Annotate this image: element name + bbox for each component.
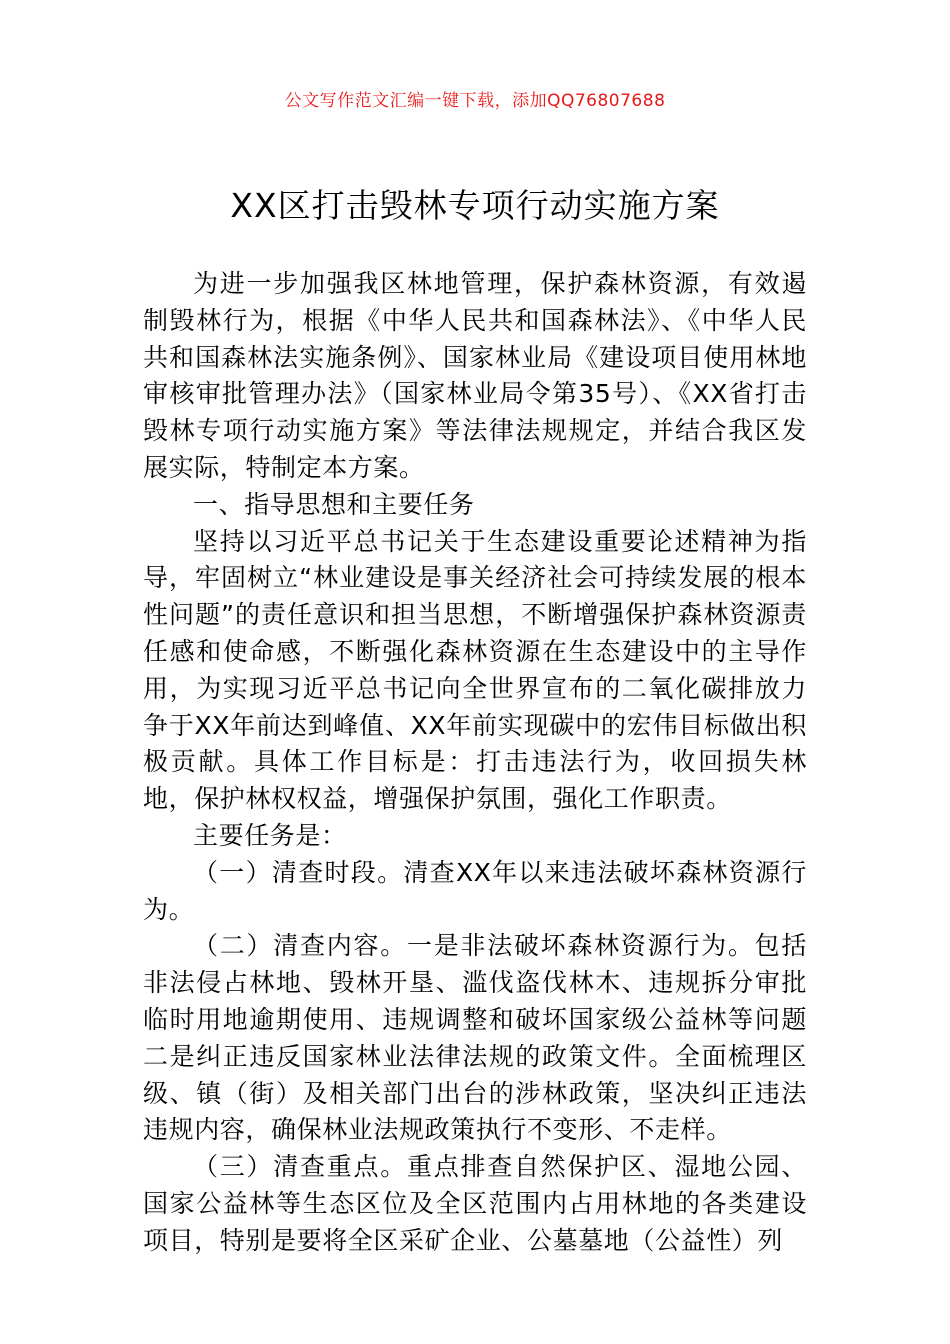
paragraph-main-tasks: 主要任务是： [193, 820, 347, 850]
section-heading-1: 一、指导思想和主要任务 [193, 489, 475, 519]
document-body [143, 266, 807, 1260]
header-note: 公文写作范文汇编一键下载，添加QQ76807688 [284, 91, 666, 111]
paragraph-item-3: （三）清查重点。重点排查自然保护区、湿地公园、国家公益林等生态区位及全区范围内占用林地的各类建设项目，特别是要将全区采矿企业、公墓墓地（公益性）列 [143, 1152, 807, 1255]
paragraph-guidance: 坚持以习近平总书记关于生态建设重要论述精神为指导，牢固树立“林业建设是事关经济社会可持续发展的根本性问题”的责任意识和担当思想，不断增强保护森林资源责任感和使命感，不断强化森林资源在生态建设中的主导作用，为实现习近平总书记向全世界宣布的二氧化碳排放力争于XX年前达到峰值、XX年前实现碳中的宏伟目标做出积极贡献。具体工作目标是：打击违法行为，收回损失林地，保护林权权益，增强保护氛围，强化工作职责。 [143, 526, 807, 814]
paragraph-item-2: （二）清查内容。一是非法破坏森林资源行为。包括非法侵占林地、毁林开垦、滥伐盗伐林木、违规拆分审批临时用地逾期使用、违规调整和破坏国家级公益林等问题二是纠正违反国家林业法律法规的政策文件。全面梳理区级、镇（街）及相关部门出台的涉林政策，坚决纠正违法违规内容，确保林业法规政策执行不变形、不走样。 [143, 931, 807, 1145]
paragraph-intro: 为进一步加强我区林地管理，保护森林资源，有效遏制毁林行为，根据《中华人民共和国森林法》、《中华人民共和国森林法实施条例》、国家林业局《建设项目使用林地审核审批管理办法》（国家林业局令第35号）、《XX省打击毁林专项行动实施方案》等法律法规规定，并结合我区发展实际，特制定本方案。 [143, 269, 807, 482]
document-title: XX区打击毁林专项行动实施方案 [230, 186, 720, 225]
paragraph-item-1: （一）清查时段。清查XX年以来违法破坏森林资源行为。 [143, 857, 807, 924]
